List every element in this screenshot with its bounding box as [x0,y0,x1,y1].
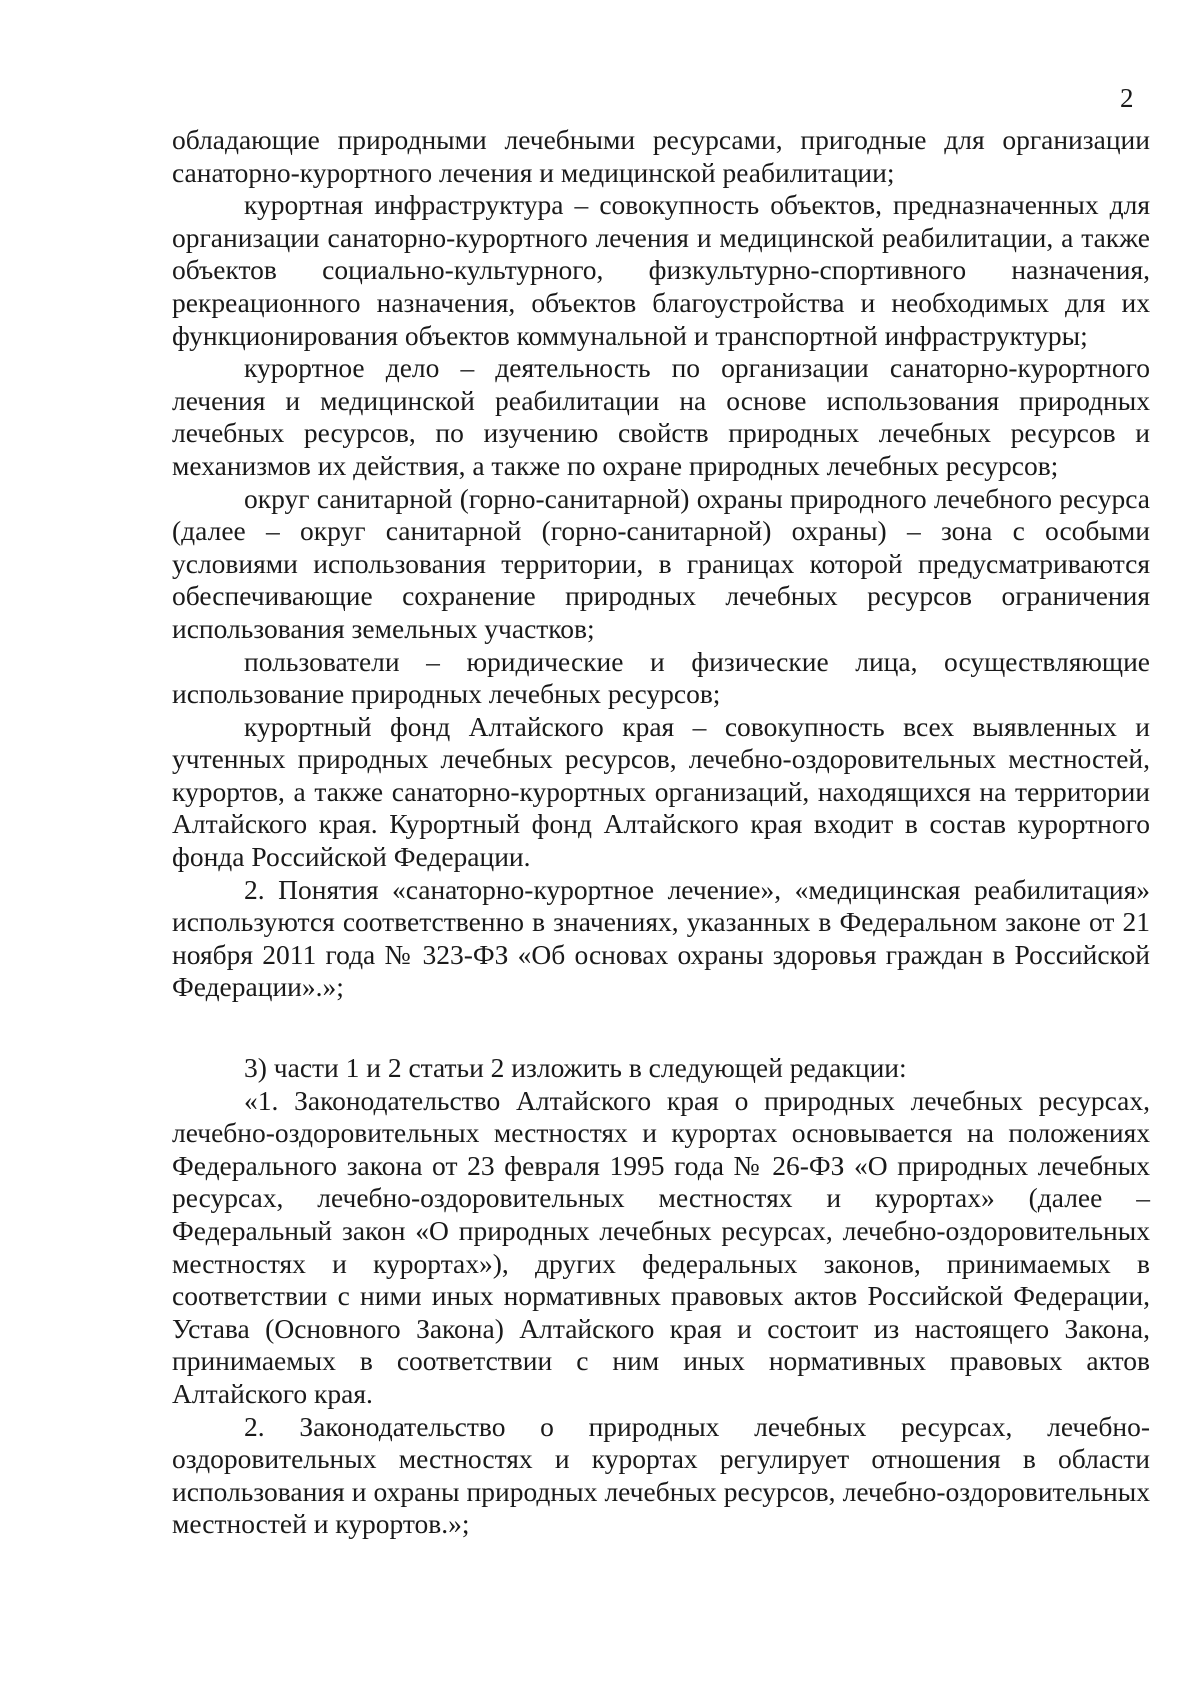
paragraph-spacer [172,1004,1150,1052]
page-number: 2 [1120,83,1134,113]
paragraph-continuation: обладающие природными лечебными ресурсами, пригодные для организации санаторно-курортного лечения и медицинской реабилитации; [172,124,1150,188]
paragraph-kurortnoe-delo: курортное дело – деятельность по организации санаторно-курортного лечения и медицинской реабилитации на основе использования природных лечебных ресурсов, по изучению свойств природных лечебных ресурсов и механизмов их действия, а также по охране природных лечебных ресурсов; [172,352,1150,481]
document-body [172,124,1150,1541]
paragraph-item-3-chasti: 3) части 1 и 2 статьи 2 изложить в следующей редакции: [244,1052,907,1084]
paragraph-part-2-zakonodatelstvo: 2. Законодательство о природных лечебных ресурсах, лечебно-оздоровительных местностях и курортах регулирует отношения в области использования и охраны природных лечебных ресурсов, лечебно-оздоровительных местностей и курортов.»; [172,1410,1150,1540]
paragraph-part-1-zakonodatelstvo: «1. Законодательство Алтайского края о природных лечебных ресурсах, лечебно-оздоровительных местностях и курортах основывается на положениях Федерального закона от 23 февраля 1995 года № 26-ФЗ «О природных лечебных ресурсах, лечебно-оздоровительных местностях и курортах» (далее – Федеральный закон «О природных лечебных ресурсах, лечебно-оздоровительных местностях и курортах»), других федеральных законов, принимаемых в соответствии с ними иных нормативных правовых актов Российской Федерации, Устава (Основного Закона) Алтайского края и состоит из настоящего Закона, принимаемых в соответствии с ним иных нормативных правовых актов Алтайского края. [172,1084,1150,1409]
paragraph-kurortnaya-infrastruktura: курортная инфраструктура – совокупность объектов, предназначенных для организации санаторно-курортного лечения и медицинской реабилитации, а также объектов социально-культурного, физкультурно-спортивного назначения, рекреационного назначения, объектов благоустройства и необходимых для их функционирования объектов коммунальной и транспортной инфраструктуры; [172,189,1150,351]
paragraph-polzovateli: пользователи – юридические и физические лица, осуществляющие использование природных лечебных ресурсов; [172,645,1150,710]
paragraph-okrug-sanitarnoy-okhrany: округ санитарной (горно-санитарной) охраны природного лечебного ресурса (далее – округ санитарной (горно-санитарной) охраны) – зона с особыми условиями использования территории, в границах которой предусматриваются обеспечивающие сохранение природных лечебных ресурсов ограничения использования земельных участков; [172,482,1150,644]
paragraph-item-2-ponyatiya: 2. Понятия «санаторно-курортное лечение», «медицинская реабилитация» используются соответственно в значениях, указанных в Федеральном законе от 21 ноября 2011 года № 323-ФЗ «Об основах охраны здоровья граждан в Российской Федерации».»; [172,873,1150,1003]
paragraph-kurortny-fond: курортный фонд Алтайского края – совокупность всех выявленных и учтенных природных лечебных ресурсов, лечебно-оздоровительных местностей, курортов, а также санаторно-курортных организаций, находящихся на территории Алтайского края. Курортный фонд Алтайского края входит в состав курортного фонда Российской Федерации. [172,710,1150,873]
